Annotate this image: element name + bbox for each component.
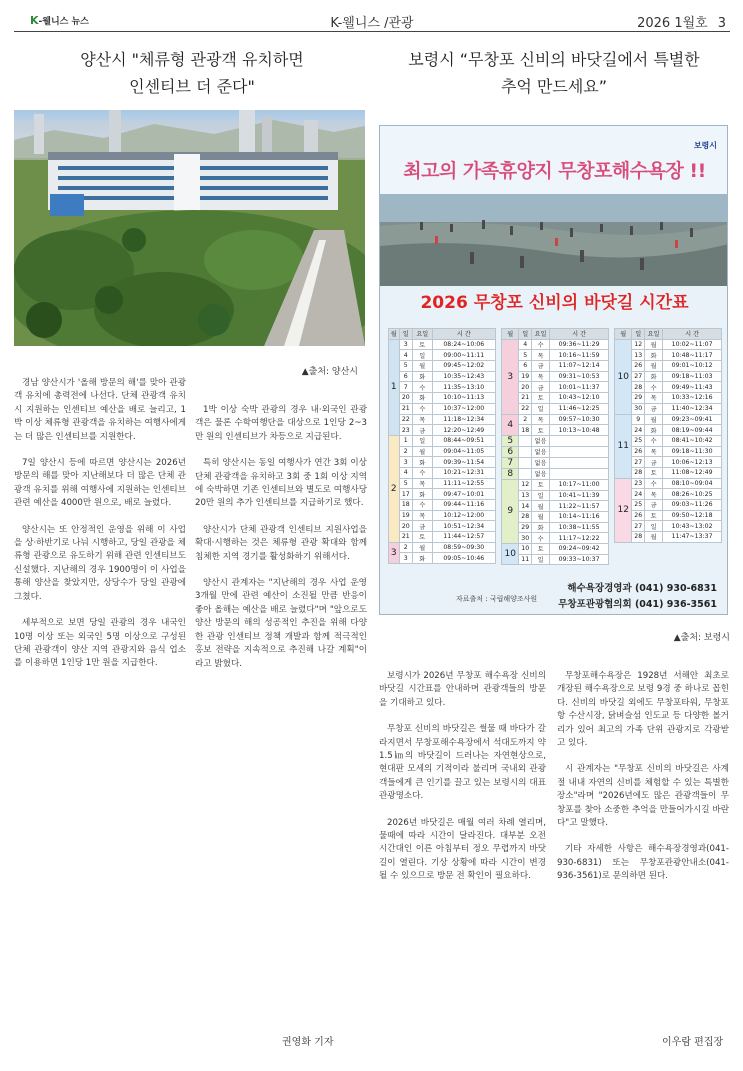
timetable-col-1 — [388, 328, 496, 564]
paragraph: 무창포 신비의 바닷길은 썰물 때 바다가 갈라지면서 무창포해수욕장에서 석대도까지 약 1.5㎞의 바닷길이 드러나는 자연현상으로, 현대판 모세의 기적이라 불리며 국내외 관광객들에게 큰 인기를 끌고 있는 보령시의 대표 관광명소다. — [379, 724, 546, 802]
timetable-cell: 목 — [412, 510, 432, 521]
paragraph: 양산시가 단체 관광객 인센티브 지원사업을 확대·시행하는 것은 체류형 관광 확대와 함께 침체한 지역 경기를 활성화하기 위해서다. — [195, 524, 367, 562]
timetable-cell: 28 — [519, 511, 531, 522]
timetable-cell: 토 — [531, 479, 549, 490]
timetable-header: 시 간 — [663, 329, 722, 340]
timetable-cell — [550, 446, 609, 457]
timetable-header: 일 — [519, 329, 531, 340]
timetable-cell: 화 — [412, 553, 432, 564]
timetable-cell: 09:03~11:26 — [663, 500, 722, 511]
timetable-cell: 28 — [632, 532, 644, 543]
timetable-cell: 6 — [519, 361, 531, 372]
timetable-cell: 11:40~12:34 — [663, 403, 722, 414]
paragraph: 양산시 관계자는 "지난해의 경우 사업 운영 3개월 만에 관련 예산이 소진될 만큼 반응이 좋아 올해는 예산을 배로 늘렸다"며 "앞으로도 양산 방문의 해의 성공적인 추진을 위해 다양한 관광 인센티브 정책 개발과 함께 적극적인 홍보 전략을 지속적으로 추진해 나갈 계획"이라고 밝혔다. — [195, 578, 367, 669]
timetable-cell: 11:11~12:55 — [432, 478, 495, 489]
timetable-cell: 토 — [412, 339, 432, 350]
left-headline: 양산시 "체류형 관광객 유치하면 인센티브 더 준다" — [80, 50, 304, 96]
paragraph: 세부적으로 보면 당일 관광의 경우 내국인 10명 이상 또는 외국인 5명 이상으로 구성된 단체 관광객이 양산 지역 관광지와 음식 업소를 이용하면 1인당 1만 원을 지급한다. — [14, 618, 186, 669]
timetable-cell: 09:49~11:43 — [663, 382, 722, 393]
timetable-cell: 12 — [632, 339, 644, 350]
timetable-row — [389, 500, 496, 511]
timetable-cell: 10:06~12:13 — [663, 457, 722, 468]
timetable-cell: 18 — [399, 500, 412, 511]
timetable-cell: 월 — [412, 542, 432, 553]
paragraph: 양산시는 또 안정적인 운영을 위해 이 사업을 상·하반기로 나눠 시행하고, 당일 관광을 체류형 관광으로 유도하기 위해 관련 인센티브도 신설했다. 지난해의 경우 1900명이 이 사업을 통해 양산을 찾았지만, 상당수가 당일 관광에 그쳤다. — [14, 524, 186, 602]
timetable-header: 월 — [502, 329, 519, 340]
timetable-header: 일 — [399, 329, 412, 340]
timetable-cell: 21 — [399, 532, 412, 543]
timetable-month: 1 — [389, 339, 400, 435]
timetable-cell: 10:02~11:07 — [663, 339, 722, 350]
timetable-cell: 화 — [412, 371, 432, 382]
poster-banner: 최고의 가족휴양지 무창포해수욕장 !! — [403, 160, 706, 182]
timetable-cell: 금 — [412, 425, 432, 436]
timetable-cell: 3 — [399, 457, 412, 468]
timetable-row — [389, 339, 496, 350]
timetable-cell: 7 — [399, 382, 412, 393]
timetable-cell: 토 — [531, 544, 549, 555]
timetable-cell: 20 — [399, 521, 412, 532]
timetable-cell: 금 — [412, 521, 432, 532]
timetable-cell: 10:38~11:55 — [550, 522, 609, 533]
timetable-cell: 수 — [412, 500, 432, 511]
timetable-cell: 09:33~10:37 — [550, 554, 609, 565]
timetable-cell: 13 — [632, 350, 644, 361]
timetable-cell: 09:04~11:05 — [432, 446, 495, 457]
timetable-cell — [519, 435, 531, 446]
paragraph: 무창포해수욕장은 1928년 서해안 최초로 개장된 해수욕장으로 보령 9경 중 하나로 꼽힌다. 신비의 바닷길 외에도 무창포타워, 무창포항 수산시장, 닭벼슬섬 인도교 등 다양한 볼거리가 있어 최고의 가족 단위 관광지로 각광받고 있다. — [557, 671, 729, 749]
timetable-cell: 26 — [632, 361, 644, 372]
timetable-row — [615, 414, 722, 425]
poster-beach-image — [380, 126, 728, 286]
timetable-row — [502, 468, 609, 479]
timetable-row — [502, 479, 609, 490]
timetable-cell: 10:10~11:13 — [432, 393, 495, 404]
timetable-col-3 — [614, 328, 722, 543]
timetable-cell: 08:59~09:30 — [432, 542, 495, 553]
timetable-cell: 10:35~12:43 — [432, 371, 495, 382]
paragraph: 기타 자세한 사항은 해수욕장경영과(041-930-6831) 또는 무창포관광안내소(041-936-3561)로 문의하면 된다. — [557, 844, 729, 882]
contact-dept: 해수욕장경영과 (041) 930-6831 — [567, 583, 717, 594]
left-article-col-1 — [14, 377, 186, 684]
timetable-cell: 08:24~10:06 — [432, 339, 495, 350]
yangsan-cityhall-photo — [14, 110, 365, 346]
timetable-cell: 목 — [531, 414, 549, 425]
section-title: K-웰니스 /관광 — [330, 16, 414, 31]
timetable-cell: 목 — [644, 489, 662, 500]
left-article-col-2 — [195, 404, 367, 684]
publication-logo: K-웰니스 뉴스 — [30, 14, 89, 27]
timetable-cell: 09:39~11:54 — [432, 457, 495, 468]
timetable-cell: 화 — [412, 457, 432, 468]
timetable-cell: 토 — [644, 467, 662, 478]
timetable-cell: 22 — [519, 403, 531, 414]
timetable-cell: 월 — [644, 339, 662, 350]
timetable-cell: 11:07~12:14 — [550, 361, 609, 372]
timetable-cell: 화 — [412, 489, 432, 500]
timetable-cell: 3 — [399, 553, 412, 564]
timetable-cell: 목 — [412, 478, 432, 489]
timetable-row — [389, 361, 496, 372]
timetable-row — [389, 382, 496, 393]
timetable-cell: 수 — [531, 339, 549, 350]
timetable-cell: 화 — [531, 522, 549, 533]
timetable-row — [389, 393, 496, 404]
timetable-month: 8 — [502, 468, 519, 479]
timetable-cell: 08:44~09:51 — [432, 435, 495, 446]
timetable-cell: 21 — [519, 393, 531, 404]
timetable-cell: 10:01~11:37 — [550, 382, 609, 393]
timetable-cell: 23 — [399, 425, 412, 436]
timetable-header: 요일 — [412, 329, 432, 340]
boryeong-logo: 보령시 — [693, 141, 717, 150]
timetable-cell: 없음 — [531, 435, 549, 446]
timetable-cell: 11:18~12:34 — [432, 414, 495, 425]
timetable-cell: 26 — [632, 510, 644, 521]
timetable-cell: 09:36~11:29 — [550, 339, 609, 350]
timetable-row — [389, 553, 496, 564]
timetable-month: 3 — [389, 542, 400, 563]
timetable-month: 2 — [389, 435, 400, 542]
timetable-cell: 09:50~12:18 — [663, 510, 722, 521]
timetable-cell: 10:43~13:02 — [663, 521, 722, 532]
timetable-cell: 27 — [632, 371, 644, 382]
right-headline: 보령시 “무창포 신비의 바닷길에서 특별한 추억 만드세요” — [408, 50, 700, 96]
timetable-row — [389, 371, 496, 382]
timetable-cell: 6 — [399, 371, 412, 382]
timetable-cell: 월 — [531, 501, 549, 512]
paragraph: 보령시가 2026년 무창포 해수욕장 신비의 바닷길 시간표를 안내하며 관광객들의 방문을 기대하고 있다. — [379, 671, 546, 708]
timetable-cell: 14 — [519, 501, 531, 512]
timetable-cell: 1 — [399, 435, 412, 446]
timetable-cell: 25 — [632, 435, 644, 446]
timetable-header: 시 간 — [432, 329, 495, 340]
timetable-cell: 일 — [531, 490, 549, 501]
timetable-cell: 21 — [399, 403, 412, 414]
timetable-cell: 10:16~11:59 — [550, 350, 609, 361]
timetable-cell: 11:08~12:49 — [663, 467, 722, 478]
timetable-row — [615, 478, 722, 489]
timetable-cell: 28 — [632, 382, 644, 393]
timetable-cell: 화 — [412, 393, 432, 404]
timetable-cell: 4 — [519, 339, 531, 350]
timetable-cell: 17 — [399, 489, 412, 500]
paragraph: 7일 양산시 등에 따르면 양산시는 2026년 방문의 해를 맞아 지난해보다 더 많은 단체 관광객 유치를 위해 여행사에 지원하는 인센티브 관련 예산을 4000만 원으로, 배로 늘렸다. — [14, 458, 186, 509]
timetable-cell: 2 — [399, 542, 412, 553]
timetable-cell: 수 — [644, 382, 662, 393]
timetable-cell: 10:17~11:00 — [550, 479, 609, 490]
timetable-row — [389, 350, 496, 361]
timetable-cell: 목 — [644, 446, 662, 457]
timetable-month: 4 — [502, 414, 519, 435]
timetable-cell: 11:47~13:37 — [663, 532, 722, 543]
timetable-cell: 화 — [644, 371, 662, 382]
timetable-cell: 없음 — [531, 457, 549, 468]
tide-timetable-poster — [379, 125, 728, 615]
timetable-cell: 2 — [519, 414, 531, 425]
timetable-cell: 09:31~10:53 — [550, 371, 609, 382]
timetable-month: 6 — [502, 446, 519, 457]
timetable-cell: 12 — [519, 479, 531, 490]
timetable-cell: 27 — [632, 521, 644, 532]
timetable-cell: 11:22~11:57 — [550, 501, 609, 512]
timetable-header: 요일 — [644, 329, 662, 340]
timetable-cell: 10:13~10:48 — [550, 425, 609, 436]
timetable-row — [389, 542, 496, 553]
timetable-cell: 수 — [412, 382, 432, 393]
timetable-cell: 월 — [644, 361, 662, 372]
timetable-cell: 20 — [519, 382, 531, 393]
timetable-month: 7 — [502, 457, 519, 468]
poster-footer — [380, 578, 728, 614]
timetable-cell: 08:41~10:42 — [663, 435, 722, 446]
timetable-cell: 10:51~12:34 — [432, 521, 495, 532]
timetable-cell: 09:24~09:42 — [550, 544, 609, 555]
timetable-header: 월 — [389, 329, 400, 340]
timetable-cell: 29 — [519, 522, 531, 533]
timetable-cell: 수 — [644, 478, 662, 489]
timetable-cell: 월 — [531, 511, 549, 522]
timetable-cell: 09:00~11:11 — [432, 350, 495, 361]
timetable-cell: 10:41~11:39 — [550, 490, 609, 501]
page-number: 3 — [717, 16, 726, 31]
timetable-cell: 28 — [632, 467, 644, 478]
timetable-row — [502, 457, 609, 468]
timetable-month: 10 — [615, 339, 632, 414]
timetable-row — [389, 478, 496, 489]
timetable-month: 9 — [502, 479, 519, 543]
timetable-cell — [519, 468, 531, 479]
issue-info — [637, 12, 726, 31]
timetable-cell: 화 — [644, 425, 662, 436]
timetable-month: 11 — [615, 414, 632, 478]
timetable-cell: 3 — [399, 339, 412, 350]
timetable-cell: 월 — [644, 414, 662, 425]
timetable-month: 10 — [502, 544, 519, 565]
timetable-cell: 27 — [632, 457, 644, 468]
timetable-cell: 23 — [632, 478, 644, 489]
timetable-cell: 12:20~12:49 — [432, 425, 495, 436]
timetable-cell: 11:44~12:57 — [432, 532, 495, 543]
timetable-cell: 11:35~13:10 — [432, 382, 495, 393]
paragraph: 특히 양산시는 동일 여행사가 연간 3회 이상 단체 관광객을 유치하고 3회 중 1회 이상 지역에 숙박하면 기존 인센티브와 별도로 여행사당 20만 원의 추가 인센티브를 지급하기로 했다. — [195, 458, 367, 509]
timetable-cell: 토 — [644, 510, 662, 521]
timetable-row — [389, 532, 496, 543]
timetable-cell — [519, 457, 531, 468]
right-photo-credit: ▲출처: 보령시 — [673, 633, 730, 643]
timetable-row — [615, 339, 722, 350]
timetable-cell: 4 — [399, 350, 412, 361]
timetable-row — [502, 414, 609, 425]
timetable-cell: 10 — [519, 544, 531, 555]
timetable-cell: 9 — [632, 414, 644, 425]
timetable-month: 3 — [502, 339, 519, 414]
timetable-cell — [550, 435, 609, 446]
timetable-cell: 목 — [412, 414, 432, 425]
timetable-month: 5 — [502, 435, 519, 446]
timetable-row — [389, 446, 496, 457]
timetable-cell: 09:18~11:03 — [663, 371, 722, 382]
timetable-cell: 없음 — [531, 446, 549, 457]
timetable-cell: 월 — [412, 361, 432, 372]
timetable-cell: 30 — [632, 403, 644, 414]
timetable-cell: 5 — [399, 478, 412, 489]
timetable-cell: 22 — [399, 414, 412, 425]
timetable-row — [389, 435, 496, 446]
timetable-cell — [519, 446, 531, 457]
timetable-cell: 20 — [399, 393, 412, 404]
timetable-col-2 — [501, 328, 609, 565]
timetable-cell: 24 — [632, 425, 644, 436]
paragraph: 1박 이상 숙박 관광의 경우 내·외국인 관광객은 물론 수학여행단을 대상으로 1인당 2~3만 원의 인센티브가 차등으로 지급된다. — [195, 405, 367, 442]
timetable-cell: 30 — [519, 533, 531, 544]
timetable-cell: 09:23~09:41 — [663, 414, 722, 425]
timetable-row — [389, 521, 496, 532]
timetable-cell: 일 — [412, 435, 432, 446]
page-header — [14, 10, 730, 32]
timetable-cell — [550, 457, 609, 468]
timetable-cell: 토 — [531, 393, 549, 404]
timetable-cell: 10:48~11:17 — [663, 350, 722, 361]
data-source: 자료출처 : 국립해양조사원 — [456, 595, 538, 603]
timetable-cell: 토 — [531, 425, 549, 436]
timetable-cell: 5 — [399, 361, 412, 372]
timetable-cell: 11 — [519, 554, 531, 565]
timetable-cell — [550, 468, 609, 479]
timetable-row — [389, 425, 496, 436]
timetable-cell: 5 — [519, 350, 531, 361]
timetable-cell: 08:10~09:04 — [663, 478, 722, 489]
timetable-header: 요일 — [531, 329, 549, 340]
timetable-cell: 일 — [412, 350, 432, 361]
timetable-header: 일 — [632, 329, 644, 340]
timetable-cell: 08:26~10:25 — [663, 489, 722, 500]
timetable-cell: 금 — [644, 403, 662, 414]
timetable-row — [502, 435, 609, 446]
timetable-cell: 10:37~12:00 — [432, 403, 495, 414]
timetable-cell: 월 — [644, 532, 662, 543]
timetable-cell: 금 — [531, 382, 549, 393]
timetable-cell: 금 — [644, 457, 662, 468]
timetable-cell: 4 — [399, 467, 412, 478]
timetable-cell: 09:01~10:12 — [663, 361, 722, 372]
timetable-month: 12 — [615, 478, 632, 542]
timetable-header: 시 간 — [550, 329, 609, 340]
timetable-row — [389, 403, 496, 414]
timetable-cell: 19 — [399, 510, 412, 521]
timetable-row — [502, 339, 609, 350]
timetable-row — [389, 457, 496, 468]
timetable-header: 월 — [615, 329, 632, 340]
timetable-cell: 월 — [412, 446, 432, 457]
timetable-cell: 일 — [531, 403, 549, 414]
timetable-cell: 10:33~12:16 — [663, 393, 722, 404]
timetable-cell: 화 — [644, 350, 662, 361]
timetable-cell: 09:44~11:16 — [432, 500, 495, 511]
timetable-cell: 목 — [644, 393, 662, 404]
timetable-cell: 09:05~10:46 — [432, 553, 495, 564]
right-article-col-1 — [379, 670, 546, 897]
timetable-cell: 10:14~11:16 — [550, 511, 609, 522]
timetable-cell: 26 — [632, 446, 644, 457]
timetable-cell: 없음 — [531, 468, 549, 479]
timetable-cell: 24 — [632, 489, 644, 500]
timetable-cell: 19 — [519, 371, 531, 382]
issue-date: 2026 1월호 — [637, 16, 708, 31]
timetable-cell: 목 — [531, 350, 549, 361]
right-byline: 이우람 편집장 — [662, 1037, 724, 1048]
timetable-cell: 11:46~12:25 — [550, 403, 609, 414]
timetable-row — [389, 414, 496, 425]
left-byline: 권영화 기자 — [282, 1037, 334, 1048]
timetable-cell: 08:19~09:44 — [663, 425, 722, 436]
timetable-cell: 10:43~12:10 — [550, 393, 609, 404]
timetable-cell: 09:18~11:30 — [663, 446, 722, 457]
timetable-cell: 수 — [644, 435, 662, 446]
timetable-cell: 수 — [412, 403, 432, 414]
timetable-row — [502, 446, 609, 457]
right-article-col-2 — [557, 670, 729, 897]
timetable-cell: 토 — [412, 532, 432, 543]
timetable-row — [389, 510, 496, 521]
paragraph: 경남 양산시가 '올해 방문의 해'를 맞아 관광객 유치에 총력전에 나선다. 단체 관광객 유치 시 지원하는 인센티브 예산을 배로 늘리고, 1박 이상 체류형 관광객을 유치하는 여행사에게는 더 많은 인센티브를 지원한다. — [14, 378, 186, 442]
timetable-cell: 10:12~12:00 — [432, 510, 495, 521]
timetable-row — [502, 544, 609, 555]
timetable-cell: 09:45~12:02 — [432, 361, 495, 372]
timetable-row — [389, 467, 496, 478]
timetable-cell: 목 — [531, 371, 549, 382]
poster-title: 2026 무창포 신비의 바닷길 시간표 — [420, 293, 689, 313]
timetable-row — [389, 489, 496, 500]
timetable-cell: 13 — [519, 490, 531, 501]
timetable-cell: 09:57~10:30 — [550, 414, 609, 425]
timetable-cell: 금 — [644, 500, 662, 511]
timetable-cell: 금 — [531, 361, 549, 372]
timetable-cell: 수 — [531, 533, 549, 544]
left-photo-credit: ▲출처: 양산시 — [301, 367, 358, 377]
paragraph: 시 관계자는 "무창포 신비의 바닷길은 사계절 내내 자연의 신비를 체험할 수 있는 특별한 장소"라며 "2026년에도 많은 관광객들이 무창포를 찾아 소중한 추억을 만들어가시길 바란다"고 말했다. — [557, 764, 729, 829]
timetable-cell: 09:47~10:01 — [432, 489, 495, 500]
timetable-cell: 10:21~12:31 — [432, 467, 495, 478]
timetable-cell: 일 — [531, 554, 549, 565]
timetable-cell: 일 — [644, 521, 662, 532]
paragraph: 2026년 바닷길은 매월 여러 차례 열리며, 물때에 따라 시간이 달라진다. 대부분 오전 시간대인 이른 아침부터 정오 무렵까지 바닷길이 열린다. 기상 상황에 따라 시간이 변경될 수 있으므로 방문 전 확인이 필요하다. — [379, 817, 546, 882]
timetable-cell: 11:17~12:22 — [550, 533, 609, 544]
timetable-cell: 18 — [519, 425, 531, 436]
timetable-cell: 수 — [412, 467, 432, 478]
contact-council: 무창포관광협의회 (041) 936-3561 — [558, 599, 717, 610]
timetable-cell: 29 — [632, 393, 644, 404]
timetable-cell: 2 — [399, 446, 412, 457]
timetable-cell: 25 — [632, 500, 644, 511]
